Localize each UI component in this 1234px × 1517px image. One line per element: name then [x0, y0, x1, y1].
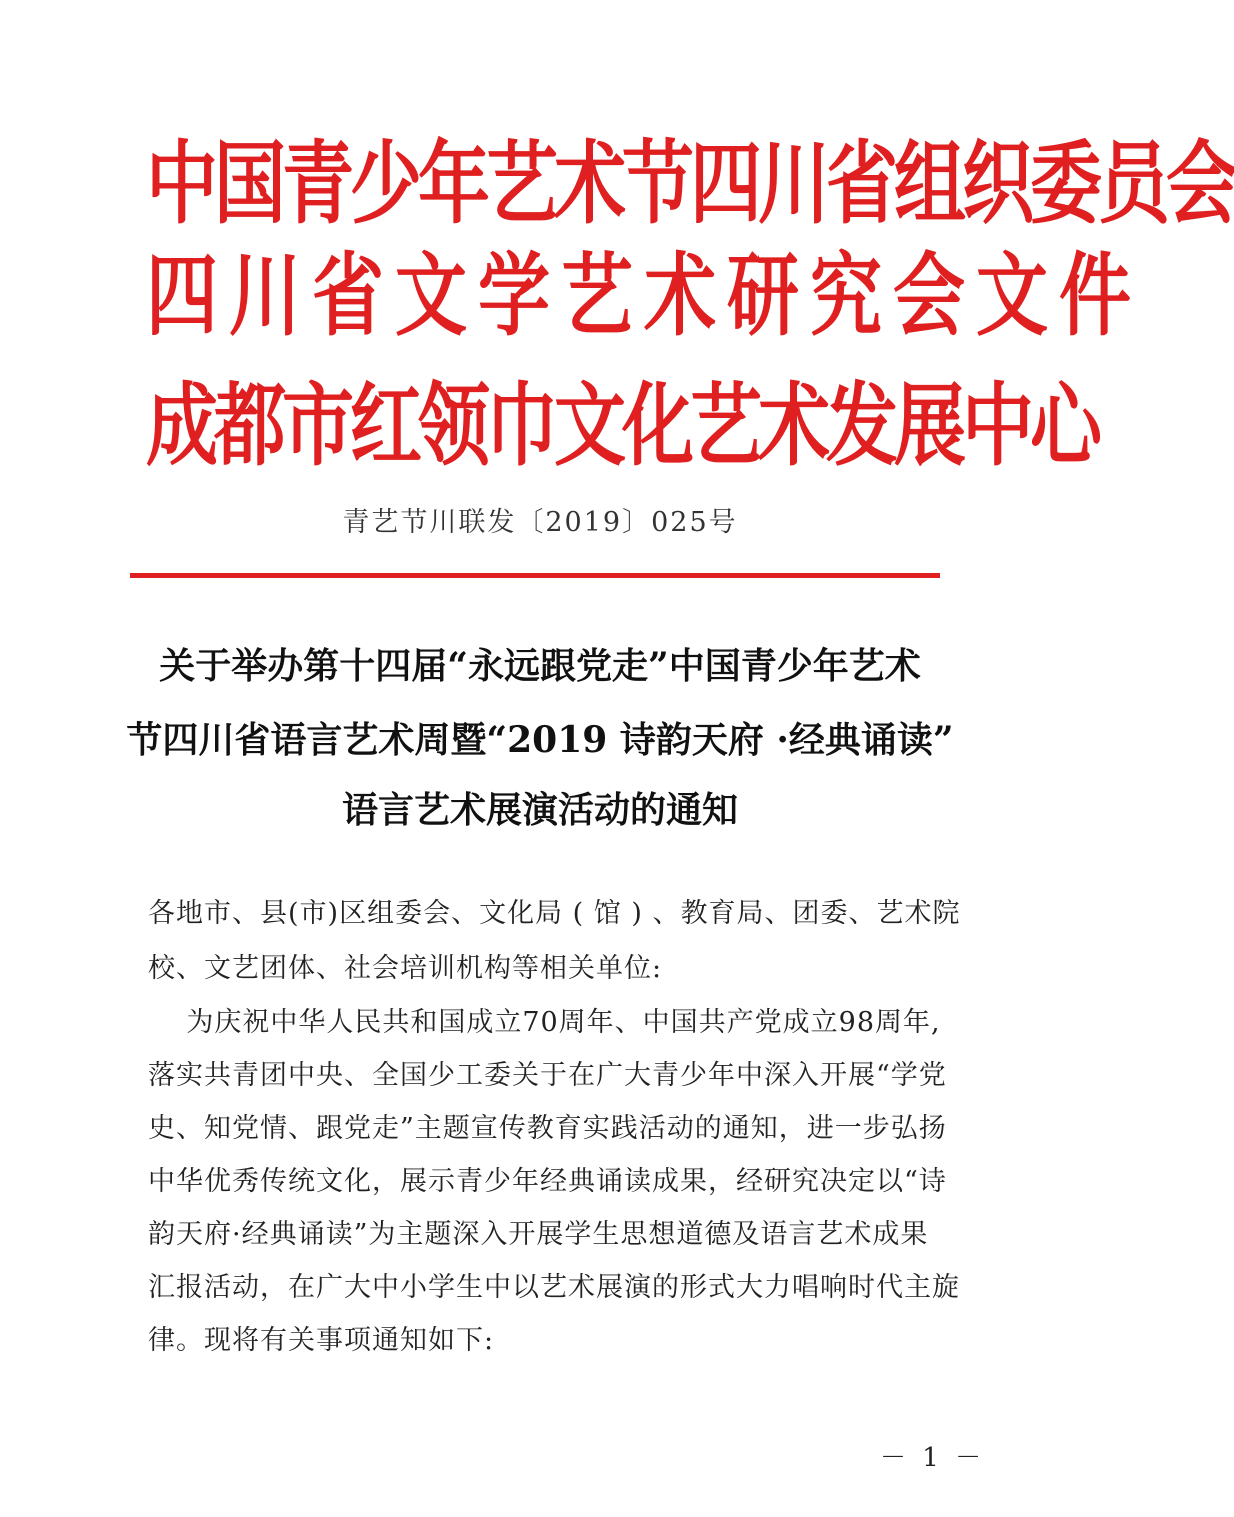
- body-line: 校、文艺团体、社会培训机构等相关单位:: [148, 953, 663, 984]
- body-line: 韵天府·经典诵读”为主题深入开展学生思想道德及语言艺术成果: [148, 1219, 929, 1250]
- body-line: 落实共青团中央、全国少工委关于在广大青少年中深入开展“学党: [148, 1060, 947, 1091]
- title-line-1: 关于举办第十四届“永远跟党走”中国青少年艺术: [159, 645, 921, 687]
- body-line: 汇报活动，在广大中小学生中以艺术展演的形式大力唱响时代主旋: [148, 1272, 960, 1303]
- issuer-line-3: 成都市红领巾文化艺术发展中心: [146, 372, 1099, 478]
- body-line: 律。现将有关事项通知如下:: [148, 1325, 495, 1356]
- body-line: 史、知党情、跟党走”主题宣传教育实践活动的通知，进一步弘扬: [148, 1113, 947, 1144]
- red-separator-rule: [130, 573, 940, 578]
- document-number: 青艺节川联发〔2019〕025号: [342, 507, 738, 538]
- body-line: 为庆祝中华人民共和国成立70周年、中国共产党成立98周年,: [148, 1007, 941, 1038]
- title-line-3: 语言艺术展演活动的通知: [341, 789, 738, 831]
- page-number: － 1 －: [880, 1443, 986, 1473]
- issuer-line-1: 中国青少年艺术节四川省组织委员会: [146, 130, 1234, 236]
- issuer-line-2: 四川省文学艺术研究会文件: [146, 242, 1143, 348]
- title-line-2: 节四川省语言艺术周暨“2019 诗韵天府 ·经典诵读”: [126, 719, 954, 761]
- body-line: 各地市、县(市)区组委会、文化局 ( 馆 ) 、教育局、团委、艺术院: [148, 898, 961, 929]
- body-line: 中华优秀传统文化，展示青少年经典诵读成果，经研究决定以“诗: [148, 1166, 947, 1197]
